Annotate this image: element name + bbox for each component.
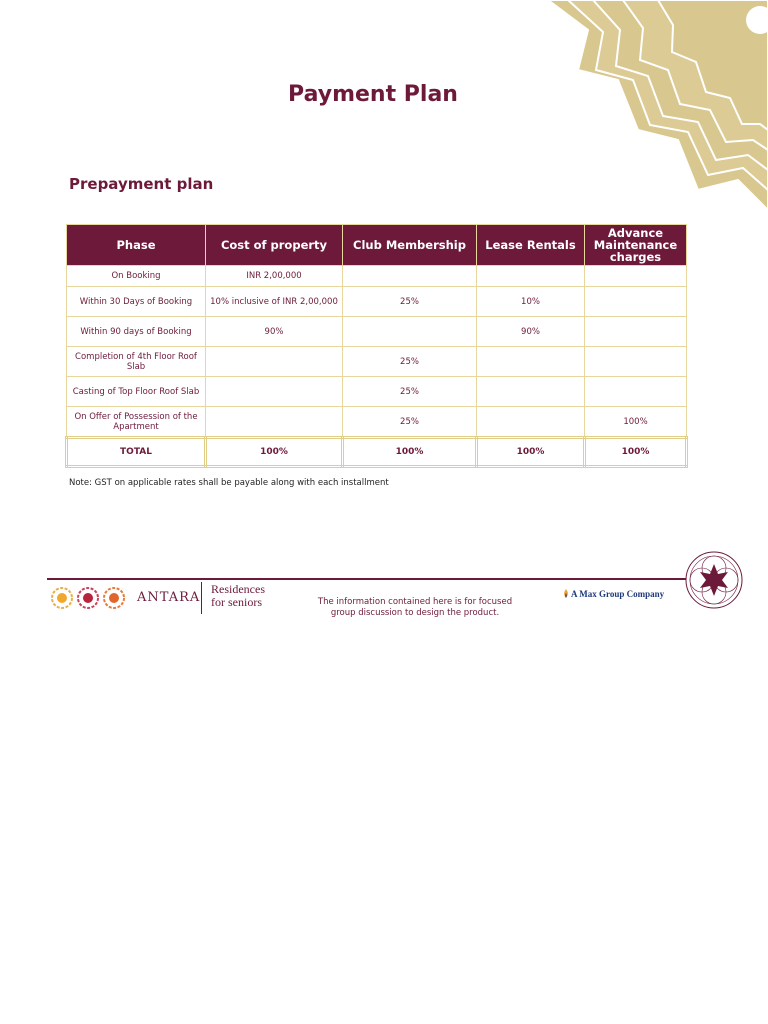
header-phase: Phase (67, 225, 206, 266)
table-cell: 25% (343, 407, 477, 438)
page-title: Payment Plan (288, 82, 458, 107)
table-cell (343, 266, 477, 287)
table-cell (585, 377, 687, 407)
table-cell: Completion of 4th Floor Roof Slab (67, 347, 206, 377)
table-cell: Within 90 days of Booking (67, 317, 206, 347)
tagline-line-1: Residences (211, 582, 265, 596)
table-cell (585, 266, 687, 287)
brand-tagline (211, 583, 265, 609)
table-cell: 90% (206, 317, 343, 347)
table-cell: Casting of Top Floor Roof Slab (67, 377, 206, 407)
table-cell: 100% (585, 407, 687, 438)
footer-divider-line (47, 578, 687, 580)
table-cell (477, 347, 585, 377)
table-cell: 25% (343, 347, 477, 377)
header-advance-maintenance: Advance Maintenance charges (585, 225, 687, 266)
mandala-emblem-icon (684, 550, 744, 610)
flame-icon (563, 589, 569, 598)
disclaimer-line-1: The information contained here is for focused (317, 597, 513, 607)
company-credit (563, 589, 664, 599)
table-cell: On Offer of Possession of the Apartment (67, 407, 206, 438)
table-cell: 10% (477, 287, 585, 317)
header-club-membership: Club Membership (343, 225, 477, 266)
table-row (67, 266, 687, 287)
table-header-row (67, 225, 687, 266)
table-cell: Within 30 Days of Booking (67, 287, 206, 317)
table-cell: 90% (477, 317, 585, 347)
table-row (67, 287, 687, 317)
table-cell: 25% (343, 287, 477, 317)
table-cell (477, 407, 585, 438)
table-total-row (67, 438, 687, 467)
table-cell (206, 407, 343, 438)
table-cell: 25% (343, 377, 477, 407)
header-cost-of-property: Cost of property (206, 225, 343, 266)
section-subtitle: Prepayment plan (69, 175, 214, 193)
table-cell (343, 317, 477, 347)
table-cell (585, 287, 687, 317)
brand-name: ANTARA (137, 590, 201, 605)
brand-divider (201, 582, 202, 614)
table-cell (477, 377, 585, 407)
table-row (67, 347, 687, 377)
header-lease-rentals: Lease Rentals (477, 225, 585, 266)
table-cell (585, 347, 687, 377)
company-name: A Max Group Company (571, 589, 665, 599)
table-cell (206, 377, 343, 407)
payment-plan-table (65, 224, 688, 468)
footer-disclaimer (300, 597, 530, 619)
table-row (67, 377, 687, 407)
table-cell: INR 2,00,000 (206, 266, 343, 287)
total-label: TOTAL (67, 438, 206, 467)
flower-logos-icon (50, 586, 130, 610)
table-row (67, 407, 687, 438)
table-cell: On Booking (67, 266, 206, 287)
disclaimer-line-2: group discussion to design the product. (330, 608, 500, 618)
table-cell (585, 317, 687, 347)
tagline-line-2: for seniors (211, 595, 262, 609)
gst-note: Note: GST on applicable rates shall be payable along with each installment (69, 478, 389, 488)
table-cell (206, 347, 343, 377)
total-cell: 100% (585, 438, 687, 467)
table-row (67, 317, 687, 347)
total-cell: 100% (206, 438, 343, 467)
total-cell: 100% (343, 438, 477, 467)
total-cell: 100% (477, 438, 585, 467)
table-cell (477, 266, 585, 287)
table-cell: 10% inclusive of INR 2,00,000 (206, 287, 343, 317)
